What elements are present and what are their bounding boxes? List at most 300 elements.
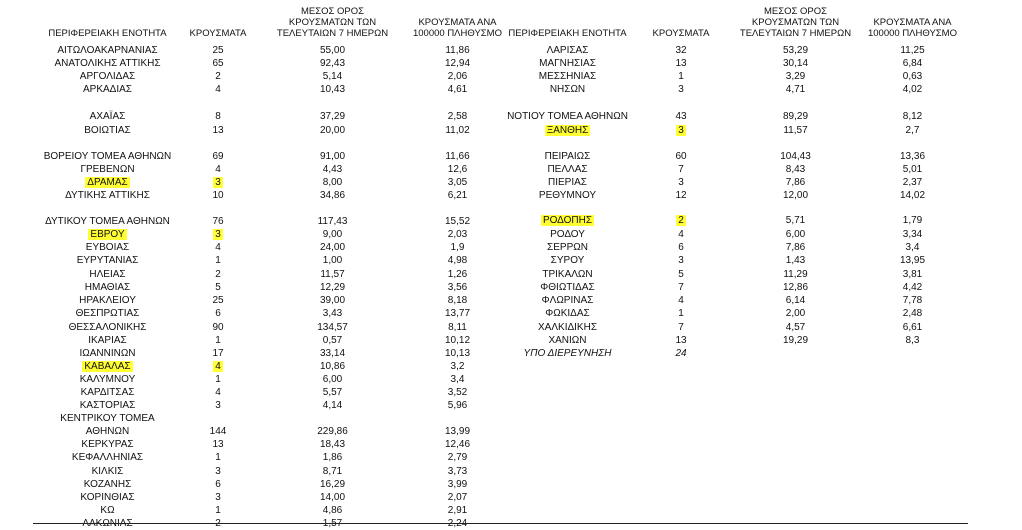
cell-text: 13 <box>675 335 687 346</box>
cell-text: ΑΙΤΩΛΟΑΚΑΡΝΑΝΙΑΣ <box>57 45 158 56</box>
cell-text: ΔΡΑΜΑΣ <box>87 177 128 188</box>
cell-text: 24 <box>675 348 687 359</box>
cell-text: 13 <box>212 125 224 136</box>
table-row <box>0 321 1022 334</box>
cell-text: ΡΕΘΥΜΝΟΥ <box>538 190 597 201</box>
cell-text: 4 <box>215 84 221 95</box>
cell-text: 14,00 <box>319 492 346 503</box>
cell-region <box>480 189 655 202</box>
cell-text: 4 <box>215 242 221 253</box>
cell-text: 5,14 <box>322 71 343 82</box>
cell-text: 6,61 <box>902 322 923 333</box>
cell-text: 11,57 <box>320 269 345 280</box>
cell-avg7 <box>728 83 863 96</box>
cell-text: 0,63 <box>902 71 923 82</box>
cell-cases <box>641 214 721 227</box>
header-avg7-line: ΚΡΟΥΣΜΑΤΩΝ ΤΩΝ <box>751 17 840 28</box>
cell-text: 5,01 <box>902 164 923 175</box>
cell-text: 12,94 <box>444 58 471 69</box>
cell-per100k <box>850 57 975 70</box>
cell-text: 5,96 <box>447 400 468 411</box>
cell-text: 39,00 <box>319 295 346 306</box>
cell-text: ΘΕΣΣΑΛΟΝΙΚΗΣ <box>68 322 147 333</box>
table-row <box>0 44 1022 57</box>
cell-text: 8,11 <box>448 322 467 333</box>
cell-text: 3 <box>215 229 221 240</box>
cell-text: ΠΕΙΡΑΙΩΣ <box>544 151 591 162</box>
cell-text: 1 <box>215 255 221 266</box>
cell-avg7 <box>728 57 863 70</box>
cell-cases <box>641 347 721 360</box>
cell-cases <box>641 268 721 281</box>
cell-text: ΚΙΛΚΙΣ <box>91 466 124 477</box>
cell-text: 30,14 <box>782 58 809 69</box>
cell-per100k <box>850 241 975 254</box>
table-row <box>0 373 1022 386</box>
cell-cases <box>641 176 721 189</box>
cell-text: 1,79 <box>902 215 923 226</box>
cell-text: ΣΥΡΟΥ <box>550 255 585 266</box>
cell-per100k <box>850 321 975 334</box>
cell-region <box>20 399 195 412</box>
cell-text: 8,00 <box>322 177 343 188</box>
table-row <box>0 83 1022 96</box>
cell-text: ΜΕΣΣΗΝΙΑΣ <box>538 71 597 82</box>
cell-text: 55,00 <box>319 45 346 56</box>
cell-text: 8,71 <box>322 466 343 477</box>
cell-text: ΥΠΟ ΔΙΕΡΕΥΝΗΣΗ <box>523 348 612 359</box>
cell-text: 12,00 <box>782 190 809 201</box>
cell-text: 6,84 <box>902 58 923 69</box>
cell-text: 8,12 <box>902 111 923 122</box>
header-region-right: ΠΕΡΙΦΕΡΕΙΑΚΗ ΕΝΟΤΗΤΑ <box>508 28 627 39</box>
cell-text: ΞΑΝΘΗΣ <box>546 125 589 136</box>
cell-text: ΓΡΕΒΕΝΩΝ <box>80 164 135 175</box>
cell-text: 1 <box>215 505 221 516</box>
cell-text: ΑΘΗΝΩΝ <box>85 426 130 437</box>
table-row <box>0 189 1022 202</box>
table-row <box>0 425 1022 438</box>
cell-text: 5 <box>215 282 221 293</box>
cell-per100k <box>395 360 520 373</box>
cell-region <box>480 294 655 307</box>
table-row <box>0 163 1022 176</box>
cell-avg7 <box>728 294 863 307</box>
cell-text: ΝΗΣΩΝ <box>549 84 586 95</box>
cell-text: 2 <box>215 71 221 82</box>
cell-text: ΑΧΑΪΑΣ <box>89 111 126 122</box>
cell-text: ΑΡΓΟΛΙΔΑΣ <box>79 71 136 82</box>
cell-region <box>480 347 655 360</box>
cell-region <box>20 425 195 438</box>
table-row <box>0 241 1022 254</box>
cell-text: 25 <box>212 295 224 306</box>
cell-text: 2,91 <box>447 505 468 516</box>
cell-text: 4 <box>215 164 221 175</box>
cell-avg7 <box>728 268 863 281</box>
cell-text: 7 <box>678 282 684 293</box>
cell-text: 32 <box>675 45 687 56</box>
cell-text: 4 <box>215 361 221 372</box>
cell-text: 2,58 <box>447 111 468 122</box>
cell-text: 6 <box>678 242 684 253</box>
cell-text: 11,25 <box>900 45 925 56</box>
cell-cases <box>641 307 721 320</box>
cell-text: 3,99 <box>447 479 468 490</box>
cell-text: ΦΩΚΙΔΑΣ <box>545 308 590 319</box>
cell-region <box>20 465 195 478</box>
cell-text: 3 <box>678 125 684 136</box>
cell-text: 2,7 <box>905 125 920 136</box>
cell-per100k <box>850 214 975 227</box>
table-row <box>0 438 1022 451</box>
cell-text: 89,29 <box>782 111 809 122</box>
cell-text: 3 <box>215 466 221 477</box>
cell-text: ΔΥΤΙΚΟΥ ΤΟΜΕΑ ΑΘΗΝΩΝ <box>45 216 170 227</box>
cell-text: ΚΑΣΤΟΡΙΑΣ <box>79 400 136 411</box>
cell-text: 10,12 <box>444 335 471 346</box>
cell-text: 3 <box>215 177 221 188</box>
cell-region <box>480 228 655 241</box>
cell-text: 6,00 <box>322 374 343 385</box>
cell-region <box>20 478 195 491</box>
cell-cases <box>641 83 721 96</box>
cell-text: ΒΟΡΕΙΟΥ ΤΟΜΕΑ ΑΘΗΝΩΝ <box>43 151 172 162</box>
cell-per100k <box>850 294 975 307</box>
cell-avg7 <box>728 44 863 57</box>
cell-text: 60 <box>675 151 687 162</box>
cell-text: 12,86 <box>782 282 809 293</box>
table-row <box>0 214 1022 227</box>
cell-text: 2,37 <box>902 177 923 188</box>
cell-text: 17 <box>212 348 224 359</box>
table-row <box>0 478 1022 491</box>
cell-text: 65 <box>212 58 224 69</box>
table-row <box>0 150 1022 163</box>
cell-region <box>480 307 655 320</box>
cell-text: ΡΟΔΟΠΗΣ <box>542 215 593 226</box>
cell-per100k <box>850 254 975 267</box>
cell-cases <box>178 491 258 504</box>
cell-per100k <box>395 386 520 399</box>
cell-text: ΤΡΙΚΑΛΩΝ <box>542 269 593 280</box>
cell-text: ΚΑΡΔΙΤΣΑΣ <box>80 387 135 398</box>
table-row <box>0 491 1022 504</box>
cell-avg7 <box>265 399 400 412</box>
cell-avg7 <box>728 176 863 189</box>
cell-text: 90 <box>212 322 224 333</box>
cell-text: 5,71 <box>785 215 806 226</box>
cell-region <box>20 491 195 504</box>
cell-per100k <box>395 425 520 438</box>
header-avg7-left <box>265 6 400 39</box>
cell-region <box>480 268 655 281</box>
cell-text: ΗΜΑΘΙΑΣ <box>84 282 131 293</box>
cell-text: 25 <box>212 45 224 56</box>
table-row <box>0 268 1022 281</box>
cell-text: ΑΡΚΑΔΙΑΣ <box>83 84 132 95</box>
cell-avg7 <box>728 70 863 83</box>
cell-text: 1 <box>215 335 221 346</box>
cell-text: ΒΟΙΩΤΙΑΣ <box>84 125 131 136</box>
cell-text: 3 <box>215 400 221 411</box>
table-row <box>0 228 1022 241</box>
header-avg7-line: ΤΕΛΕΥΤΑΙΩΝ 7 ΗΜΕΡΩΝ <box>739 28 852 39</box>
table-row <box>0 281 1022 294</box>
cell-text: 10,86 <box>319 361 346 372</box>
cell-per100k <box>395 465 520 478</box>
cell-avg7 <box>728 281 863 294</box>
cell-per100k <box>850 83 975 96</box>
cell-text: 8,3 <box>905 335 920 346</box>
cell-text: 76 <box>212 216 224 227</box>
cell-region <box>20 360 195 373</box>
cell-region <box>480 281 655 294</box>
cell-cases <box>641 70 721 83</box>
cell-avg7 <box>265 438 400 451</box>
table-row <box>0 360 1022 373</box>
cell-text: 4,42 <box>902 282 923 293</box>
cell-text: ΧΑΝΙΩΝ <box>548 335 587 346</box>
cell-cases <box>641 321 721 334</box>
table-row <box>0 399 1022 412</box>
cell-cases <box>641 150 721 163</box>
cell-text: ΚΩ <box>100 505 115 516</box>
cell-text: 13,95 <box>899 255 926 266</box>
cell-text: 16,29 <box>319 479 346 490</box>
cell-text: ΑΝΑΤΟΛΙΚΗΣ ΑΤΤΙΚΗΣ <box>54 58 161 69</box>
table-row <box>0 451 1022 464</box>
cell-cases <box>641 294 721 307</box>
cell-avg7 <box>265 425 400 438</box>
cell-text: 3,52 <box>447 387 468 398</box>
cell-avg7 <box>265 451 400 464</box>
bottom-rule <box>33 523 968 524</box>
cell-per100k <box>395 504 520 517</box>
cell-text: ΚΑΒΑΛΑΣ <box>84 361 131 372</box>
table-row <box>0 347 1022 360</box>
cell-region <box>20 438 195 451</box>
cell-avg7 <box>728 254 863 267</box>
cell-cases <box>641 57 721 70</box>
header-per100k-line: 100000 ΠΛΗΘΥΣΜΟ <box>867 28 957 39</box>
cell-cases <box>178 438 258 451</box>
cell-avg7 <box>728 214 863 227</box>
cell-text: ΠΕΛΛΑΣ <box>547 164 588 175</box>
cell-avg7 <box>728 163 863 176</box>
cell-text: 4,98 <box>447 255 468 266</box>
table-row <box>0 334 1022 347</box>
cell-avg7 <box>728 110 863 123</box>
cell-text: 11,02 <box>445 125 470 136</box>
cell-per100k <box>850 124 975 137</box>
cell-per100k <box>850 281 975 294</box>
cell-avg7 <box>265 504 400 517</box>
cell-text: 3,56 <box>447 282 468 293</box>
cell-text: 19,29 <box>782 335 809 346</box>
cell-text: 13,36 <box>899 151 926 162</box>
cell-text: 1,9 <box>450 242 465 253</box>
cell-text: 11,66 <box>445 151 470 162</box>
cell-cases <box>641 163 721 176</box>
header-avg7-right <box>728 6 863 39</box>
cell-text: 6 <box>215 308 221 319</box>
cell-text: 3,43 <box>322 308 343 319</box>
cell-text: ΝΟΤΙΟΥ ΤΟΜΕΑ ΑΘΗΝΩΝ <box>507 111 628 122</box>
cell-text: 3 <box>678 177 684 188</box>
cell-text: 11,29 <box>783 269 808 280</box>
header-per100k-line: ΚΡΟΥΣΜΑΤΑ ΑΝΑ <box>418 17 497 28</box>
cell-text: 6,21 <box>447 190 468 201</box>
header-avg7-line: ΜΕΣΟΣ ΟΡΟΣ <box>300 6 364 17</box>
cell-text: 4,71 <box>785 84 806 95</box>
cell-avg7 <box>265 360 400 373</box>
cell-text: 12,46 <box>444 439 471 450</box>
cell-region <box>20 504 195 517</box>
cell-text: 1 <box>215 374 221 385</box>
table-row <box>0 294 1022 307</box>
cell-text: ΦΛΩΡΙΝΑΣ <box>541 295 594 306</box>
cell-text: 24,00 <box>319 242 346 253</box>
cell-region <box>480 241 655 254</box>
cell-text: ΜΑΓΝΗΣΙΑΣ <box>539 58 596 69</box>
cell-text: 3,05 <box>447 177 468 188</box>
cell-avg7 <box>728 241 863 254</box>
cell-text: 12 <box>675 190 687 201</box>
cell-text: 1,00 <box>322 255 343 266</box>
cell-text: 4,02 <box>902 84 923 95</box>
cell-region <box>480 150 655 163</box>
cell-text: ΚΟΡΙΝΘΙΑΣ <box>80 492 135 503</box>
cell-text: 69 <box>212 151 224 162</box>
cell-text: 92,43 <box>319 58 346 69</box>
cell-avg7 <box>265 386 400 399</box>
cell-region <box>480 176 655 189</box>
cell-text: ΕΒΡΟΥ <box>90 229 125 240</box>
cell-text: 104,43 <box>780 151 811 162</box>
cell-avg7 <box>728 321 863 334</box>
cell-avg7 <box>728 228 863 241</box>
cell-text: 2,79 <box>447 452 468 463</box>
cell-text: 1 <box>215 452 221 463</box>
table-row <box>0 110 1022 123</box>
cell-text: ΙΩΑΝΝΙΝΩΝ <box>79 348 136 359</box>
cell-per100k <box>850 176 975 189</box>
table-row <box>0 465 1022 478</box>
cell-per100k <box>850 268 975 281</box>
cell-text: ΙΚΑΡΙΑΣ <box>88 335 127 346</box>
cell-per100k <box>850 189 975 202</box>
cell-text: ΗΛΕΙΑΣ <box>89 269 126 280</box>
cell-text: 34,86 <box>319 190 346 201</box>
cell-cases <box>178 478 258 491</box>
cell-text: 20,00 <box>319 125 346 136</box>
cell-region <box>480 334 655 347</box>
cell-text: ΦΘΙΩΤΙΔΑΣ <box>540 282 595 293</box>
cell-cases <box>178 451 258 464</box>
cell-text: ΚΕΡΚΥΡΑΣ <box>81 439 134 450</box>
cell-text: 4,86 <box>322 505 343 516</box>
cell-text: 1 <box>678 71 684 82</box>
cell-cases <box>641 241 721 254</box>
cell-text: 2 <box>215 269 221 280</box>
cell-text: ΠΙΕΡΙΑΣ <box>548 177 587 188</box>
cell-text: 0,57 <box>322 335 343 346</box>
cell-text: 8,18 <box>447 295 468 306</box>
cell-text: 6,00 <box>785 229 806 240</box>
cell-per100k <box>395 478 520 491</box>
cell-text: 7,86 <box>785 177 806 188</box>
cell-cases <box>641 281 721 294</box>
cell-cases <box>178 399 258 412</box>
cell-cases <box>641 228 721 241</box>
cell-region <box>20 373 195 386</box>
cell-text: 7 <box>678 164 684 175</box>
cell-text: 13 <box>675 58 687 69</box>
cell-text: 4 <box>678 295 684 306</box>
header-avg7-line: ΤΕΛΕΥΤΑΙΩΝ 7 ΗΜΕΡΩΝ <box>276 28 389 39</box>
cell-avg7 <box>265 465 400 478</box>
table-row <box>0 124 1022 137</box>
cell-text: 2 <box>678 215 684 226</box>
cell-text: 6 <box>215 479 221 490</box>
cell-region <box>480 57 655 70</box>
cell-region <box>480 110 655 123</box>
header-per100k-line: 100000 ΠΛΗΘΥΣΜΟ <box>412 28 502 39</box>
cell-text: 2,48 <box>902 308 923 319</box>
cell-text: ΡΟΔΟΥ <box>550 229 585 240</box>
cell-text: ΣΕΡΡΩΝ <box>547 242 588 253</box>
cell-text: 10,43 <box>319 84 346 95</box>
cell-region <box>480 124 655 137</box>
cell-text: 134,57 <box>317 322 348 333</box>
cell-text: 12,6 <box>447 164 468 175</box>
cell-per100k <box>395 451 520 464</box>
cell-text: 13 <box>212 439 224 450</box>
cell-text: 15,52 <box>444 216 471 227</box>
cell-text: 10 <box>212 190 224 201</box>
header-avg7-line: ΜΕΣΟΣ ΟΡΟΣ <box>763 6 827 17</box>
cell-region <box>20 451 195 464</box>
cell-text: 2,03 <box>447 229 468 240</box>
cell-region <box>480 321 655 334</box>
cell-avg7 <box>265 373 400 386</box>
cell-text: 2,00 <box>785 308 806 319</box>
cell-per100k <box>395 373 520 386</box>
cell-text: 3 <box>678 84 684 95</box>
cell-cases <box>641 189 721 202</box>
cell-text: 3,81 <box>902 269 923 280</box>
cell-per100k <box>395 491 520 504</box>
table-row <box>0 504 1022 517</box>
table-row <box>0 386 1022 399</box>
cell-per100k <box>850 307 975 320</box>
cell-text: 3,4 <box>450 374 465 385</box>
cell-text: 3,34 <box>902 229 923 240</box>
cell-text: ΚΑΛΥΜΝΟΥ <box>79 374 136 385</box>
cell-per100k <box>850 150 975 163</box>
cell-text: 8,43 <box>785 164 806 175</box>
cell-region <box>20 412 195 425</box>
table-row <box>0 70 1022 83</box>
cell-text: ΗΡΑΚΛΕΙΟΥ <box>79 295 136 306</box>
cell-cases <box>178 425 258 438</box>
cell-avg7 <box>728 307 863 320</box>
cell-text: ΧΑΛΚΙΔΙΚΗΣ <box>538 322 597 333</box>
table-row <box>0 307 1022 320</box>
cell-cases <box>178 465 258 478</box>
cell-text: 1,26 <box>447 269 468 280</box>
